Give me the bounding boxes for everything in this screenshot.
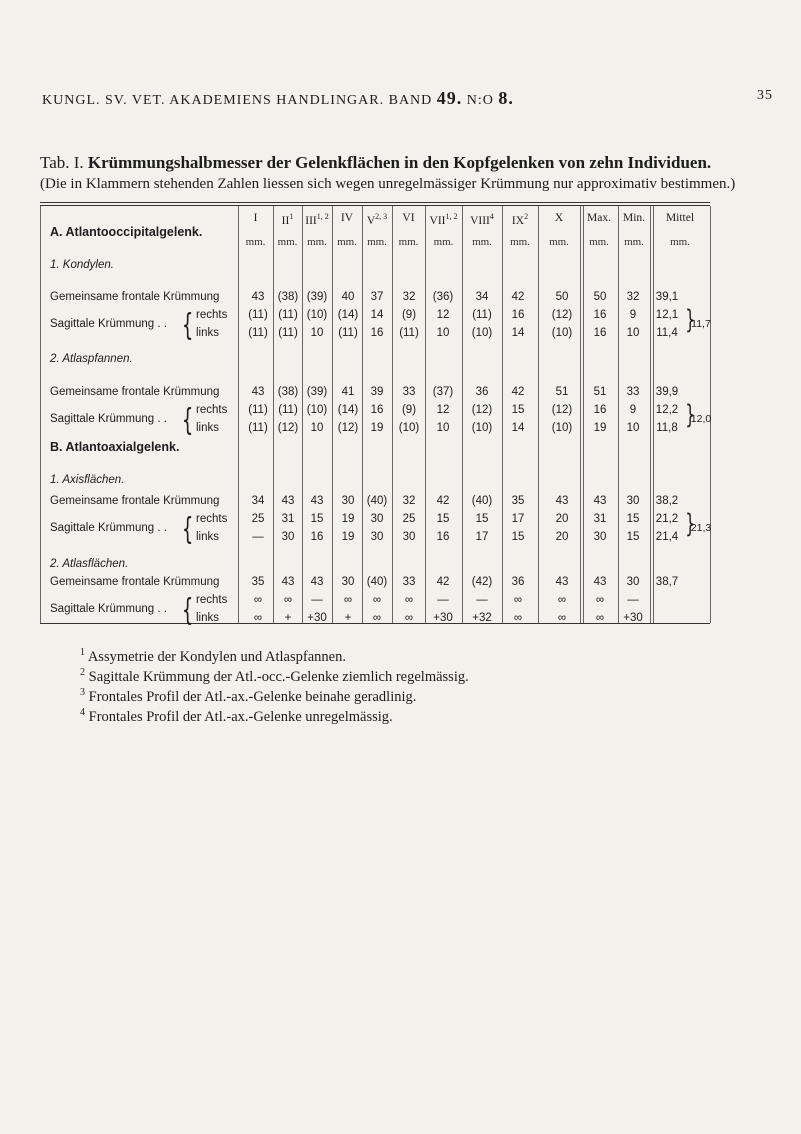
table-cell: 30 — [341, 495, 355, 507]
table-cell: (12) — [277, 422, 299, 434]
table-caption: Krümmungshalbmesser der Gelenkflächen in den Kopfgelenken von zehn Individuen. — [87, 153, 712, 172]
table-cell: 30 — [370, 531, 384, 543]
table-cell: 16 — [310, 531, 324, 543]
table-cell: (11) — [278, 404, 298, 416]
table-cell: (10) — [471, 327, 493, 339]
table-cell: (9) — [401, 404, 417, 416]
table-cell: 9 — [629, 404, 637, 416]
table-cell: 43 — [593, 495, 607, 507]
running-head-prefix: KUNGL. SV. VET. AKADEMIENS HANDLINGAR. BAND — [42, 93, 433, 108]
table-cell: 30 — [370, 513, 384, 525]
table-cell: 50 — [555, 291, 569, 303]
column-header: Min. — [622, 212, 646, 224]
column-header: Mittel — [665, 212, 695, 224]
table-cell: (14) — [337, 404, 359, 416]
table-cell: 14 — [370, 309, 384, 321]
footnote: $^2$ Sagittale Krümmung der Atl.-occ.-Gelenke ziemlich regelmässig. — [80, 667, 469, 685]
table-cell: 16 — [436, 531, 450, 543]
brace-icon: { — [181, 593, 194, 628]
table-cell: ∞ — [513, 612, 523, 624]
row-label: Gemeinsame frontale Krümmung — [50, 495, 220, 507]
table-cell: (11) — [278, 327, 298, 339]
table-cell: 10 — [310, 327, 324, 339]
row-label: Gemeinsame frontale Krümmung — [50, 386, 220, 398]
table-cell: 19 — [341, 513, 355, 525]
row-label: links — [196, 612, 220, 624]
table-cell: (11) — [248, 422, 268, 434]
table-cell: +30 — [307, 612, 327, 624]
table-cell: 43 — [281, 576, 295, 588]
table-cell: 43 — [310, 495, 324, 507]
top-rule-inner — [40, 205, 710, 206]
unit-label: mm. — [398, 236, 419, 248]
table-cell: (12) — [337, 422, 359, 434]
table-cell: ∞ — [404, 594, 414, 606]
footnote: $^1$ Assymetrie der Kondylen und Atlaspfannen. — [80, 647, 346, 665]
column-header: IV — [340, 212, 354, 224]
table-cell: 21,4 — [655, 531, 679, 543]
table-cell: ∞ — [253, 594, 263, 606]
page-number: 35 — [757, 88, 773, 103]
unit-label: mm. — [549, 236, 569, 248]
column-rule — [538, 206, 539, 623]
subsection-title: 1. Kondylen. — [50, 259, 114, 271]
combined-mean: 21,3 — [690, 522, 712, 534]
table-cell: (14) — [337, 309, 359, 321]
unit-label: mm. — [433, 236, 454, 248]
table-cell: 30 — [281, 531, 295, 543]
table-cell: 34 — [251, 495, 265, 507]
table-cell: — — [311, 594, 323, 606]
table-cell: 41 — [341, 386, 355, 398]
table-cell: 14 — [511, 327, 525, 339]
unit-label: mm. — [472, 236, 492, 248]
column-header: VII$^{1, 2}$ — [429, 212, 458, 227]
table-cell: 51 — [593, 386, 607, 398]
row-label: Gemeinsame frontale Krümmung — [50, 576, 220, 588]
table-cell: 43 — [251, 386, 265, 398]
table-cell: ∞ — [595, 594, 605, 606]
table-title — [40, 153, 711, 173]
table-cell: 43 — [310, 576, 324, 588]
table-cell: (40) — [366, 495, 388, 507]
table-cell: 42 — [511, 291, 525, 303]
table-cell: + — [344, 612, 352, 624]
table-cell: 16 — [593, 327, 607, 339]
table-cell: 20 — [555, 531, 569, 543]
table-cell: — — [476, 594, 488, 606]
table-cell: 42 — [436, 495, 450, 507]
row-label: rechts — [196, 309, 228, 321]
table-cell: (9) — [401, 309, 417, 321]
table-cell: 12,1 — [655, 309, 679, 321]
table-label: Tab. I. — [40, 153, 84, 172]
table-cell: ∞ — [343, 594, 353, 606]
row-label: rechts — [196, 594, 228, 606]
table-cell: 36 — [475, 386, 489, 398]
table-cell: 10 — [436, 327, 450, 339]
table-cell: 33 — [402, 386, 416, 398]
table-cell: 34 — [475, 291, 489, 303]
table-cell: 25 — [251, 513, 265, 525]
table-cell: 25 — [402, 513, 416, 525]
section-title: B. Atlantoaxialgelenk. — [50, 440, 180, 454]
table-cell: 30 — [341, 576, 355, 588]
unit-label: mm. — [510, 236, 530, 248]
table-cell: (37) — [432, 386, 454, 398]
table-cell: ∞ — [283, 594, 293, 606]
brace-icon: { — [181, 512, 194, 547]
table-cell: 39,9 — [655, 386, 679, 398]
unit-label: mm. — [337, 236, 357, 248]
table-cell: (11) — [278, 309, 298, 321]
table-cell: 19 — [593, 422, 607, 434]
subsection-title: 2. Atlaspfannen. — [50, 353, 133, 365]
table-cell: 42 — [511, 386, 525, 398]
row-label: rechts — [196, 513, 228, 525]
table-cell: 9 — [629, 309, 637, 321]
unit-label: mm. — [589, 236, 609, 248]
table-cell: 16 — [593, 309, 607, 321]
table-cell: (42) — [471, 576, 493, 588]
table-cell: 39,1 — [655, 291, 679, 303]
table-cell: 51 — [555, 386, 569, 398]
table-cell: (11) — [472, 309, 492, 321]
table-cell: — — [627, 594, 639, 606]
section-title: A. Atlantooccipitalgelenk. — [50, 225, 203, 239]
table-cell: 12 — [436, 309, 450, 321]
table-cell: (40) — [366, 576, 388, 588]
unit-label: mm. — [624, 236, 644, 248]
volume-number: 49. — [436, 88, 463, 108]
table-cell: 30 — [626, 495, 640, 507]
number-label: N:O — [466, 93, 494, 108]
row-label: Sagittale Krümmung . . — [50, 603, 167, 615]
table-cell: 43 — [555, 576, 569, 588]
table-cell: ∞ — [404, 612, 414, 624]
table-cell: 32 — [402, 495, 416, 507]
footnote: $^4$ Frontales Profil der Atl.-ax.-Gelenke unregelmässig. — [80, 707, 393, 725]
table-cell: (11) — [248, 309, 268, 321]
table-cell: 50 — [593, 291, 607, 303]
brace-icon: } — [685, 509, 696, 539]
table-cell: +30 — [433, 612, 453, 624]
table-cell: 32 — [626, 291, 640, 303]
table-cell: (12) — [551, 309, 573, 321]
table-cell: (36) — [432, 291, 454, 303]
table-cell: 16 — [593, 404, 607, 416]
table-cell: 10 — [436, 422, 450, 434]
table-cell: 10 — [626, 422, 640, 434]
table-cell: 20 — [555, 513, 569, 525]
table-cell: (38) — [277, 386, 299, 398]
column-header: Max. — [587, 212, 611, 224]
top-rule — [40, 202, 710, 203]
brace-icon: { — [181, 403, 194, 438]
table-cell: +30 — [623, 612, 643, 624]
table-cell: 15 — [310, 513, 324, 525]
table-cell: 19 — [341, 531, 355, 543]
table-cell: 16 — [370, 327, 384, 339]
table-cell: +32 — [472, 612, 492, 624]
running-header — [42, 88, 773, 108]
table-cell: (10) — [398, 422, 420, 434]
table-cell: 12,2 — [655, 404, 679, 416]
table-cell: 40 — [341, 291, 355, 303]
column-header: III$^{1, 2}$ — [305, 212, 329, 227]
table-cell: 33 — [402, 576, 416, 588]
table-cell: 12 — [436, 404, 450, 416]
table-cell: ∞ — [557, 594, 567, 606]
column-rule — [40, 206, 41, 623]
row-label: Sagittale Krümmung . . — [50, 522, 167, 534]
table-cell: 17 — [511, 513, 525, 525]
table-cell: — — [437, 594, 449, 606]
table-cell: 19 — [370, 422, 384, 434]
table-cell: 37 — [370, 291, 384, 303]
table-cell: 30 — [626, 576, 640, 588]
unit-label: mm. — [245, 236, 266, 248]
column-header: I — [253, 212, 258, 224]
brace-icon: } — [685, 400, 696, 430]
table-cell: 30 — [593, 531, 607, 543]
table-cell: 39 — [370, 386, 384, 398]
table-cell: 10 — [626, 327, 640, 339]
footnote: $^3$ Frontales Profil der Atl.-ax.-Gelenke beinahe geradlinig. — [80, 687, 417, 705]
brace-icon: { — [181, 308, 194, 343]
table-cell: (11) — [248, 327, 268, 339]
table-cell: (39) — [306, 386, 328, 398]
table-cell: 38,7 — [655, 576, 679, 588]
table-cell: ∞ — [372, 612, 382, 624]
issue-number: 8. — [498, 88, 514, 108]
table-cell: (10) — [551, 422, 573, 434]
subsection-title: 1. Axisflächen. — [50, 474, 125, 486]
subsection-title: 2. Atlasflächen. — [50, 558, 129, 570]
table-cell: 35 — [511, 495, 525, 507]
table-cell: 11,4 — [656, 327, 678, 339]
table-cell: 15 — [511, 404, 525, 416]
table-cell: 43 — [593, 576, 607, 588]
table-cell: ∞ — [595, 612, 605, 624]
column-header: X — [554, 212, 564, 224]
row-label: rechts — [196, 404, 228, 416]
table-cell: (10) — [306, 404, 328, 416]
table-cell: (12) — [471, 404, 493, 416]
table-cell: 33 — [626, 386, 640, 398]
table-note: (Die in Klammern stehenden Zahlen liessen sich wegen unregelmässiger Krümmung nur approximativ bestimmen.) — [40, 176, 736, 192]
table-cell: (40) — [471, 495, 493, 507]
table-cell: + — [284, 612, 292, 624]
table-cell: 31 — [593, 513, 607, 525]
row-label: links — [196, 327, 220, 339]
table-cell: (12) — [551, 404, 573, 416]
table-cell: (10) — [306, 309, 328, 321]
table-cell: (11) — [248, 404, 268, 416]
table-cell: 32 — [402, 291, 416, 303]
combined-mean: 11,7 — [691, 318, 711, 330]
table-cell: 17 — [475, 531, 489, 543]
table-cell: ∞ — [372, 594, 382, 606]
column-header: $IX^2$ — [511, 212, 529, 227]
table-cell: 16 — [511, 309, 525, 321]
brace-icon: } — [685, 305, 696, 335]
table-cell: (10) — [551, 327, 573, 339]
table-cell: (10) — [471, 422, 493, 434]
row-label: links — [196, 531, 220, 543]
table-cell: 36 — [511, 576, 525, 588]
table-cell: 35 — [251, 576, 265, 588]
row-label: Sagittale Krümmung . . — [50, 318, 167, 330]
table-cell: 11,8 — [656, 422, 678, 434]
unit-label: mm. — [367, 236, 387, 248]
table-cell: 43 — [281, 495, 295, 507]
table-cell: 15 — [626, 531, 640, 543]
table-cell: — — [252, 531, 264, 543]
column-header: $II^1$ — [281, 212, 294, 227]
row-label: Gemeinsame frontale Krümmung — [50, 291, 220, 303]
table-cell: (39) — [306, 291, 328, 303]
table-cell: 15 — [626, 513, 640, 525]
table-cell: (38) — [277, 291, 299, 303]
table-cell: 15 — [511, 531, 525, 543]
column-header: VIII$^4$ — [470, 212, 494, 227]
table-cell: ∞ — [557, 612, 567, 624]
table-cell: 10 — [310, 422, 324, 434]
table-cell: ∞ — [513, 594, 523, 606]
column-header: V$^{2, 3}$ — [366, 212, 388, 227]
table-cell: 38,2 — [655, 495, 679, 507]
table-cell: 43 — [251, 291, 265, 303]
table-cell: 15 — [475, 513, 489, 525]
table-cell: 21,2 — [655, 513, 679, 525]
unit-label: mm. — [277, 236, 298, 248]
unit-label: mm. — [670, 236, 690, 248]
table-cell: 16 — [370, 404, 384, 416]
table-cell: 30 — [402, 531, 416, 543]
combined-mean: 12,0 — [690, 413, 712, 425]
unit-label: mm. — [307, 236, 327, 248]
table-cell: 15 — [436, 513, 450, 525]
table-cell: ∞ — [253, 612, 263, 624]
table-cell: 31 — [281, 513, 295, 525]
table-cell: 43 — [555, 495, 569, 507]
row-label: Sagittale Krümmung . . — [50, 413, 167, 425]
table-cell: 14 — [511, 422, 525, 434]
table-cell: (11) — [338, 327, 358, 339]
table-cell: 42 — [436, 576, 450, 588]
column-header: VI — [402, 212, 415, 224]
row-label: links — [196, 422, 220, 434]
table-cell: (11) — [399, 327, 419, 339]
